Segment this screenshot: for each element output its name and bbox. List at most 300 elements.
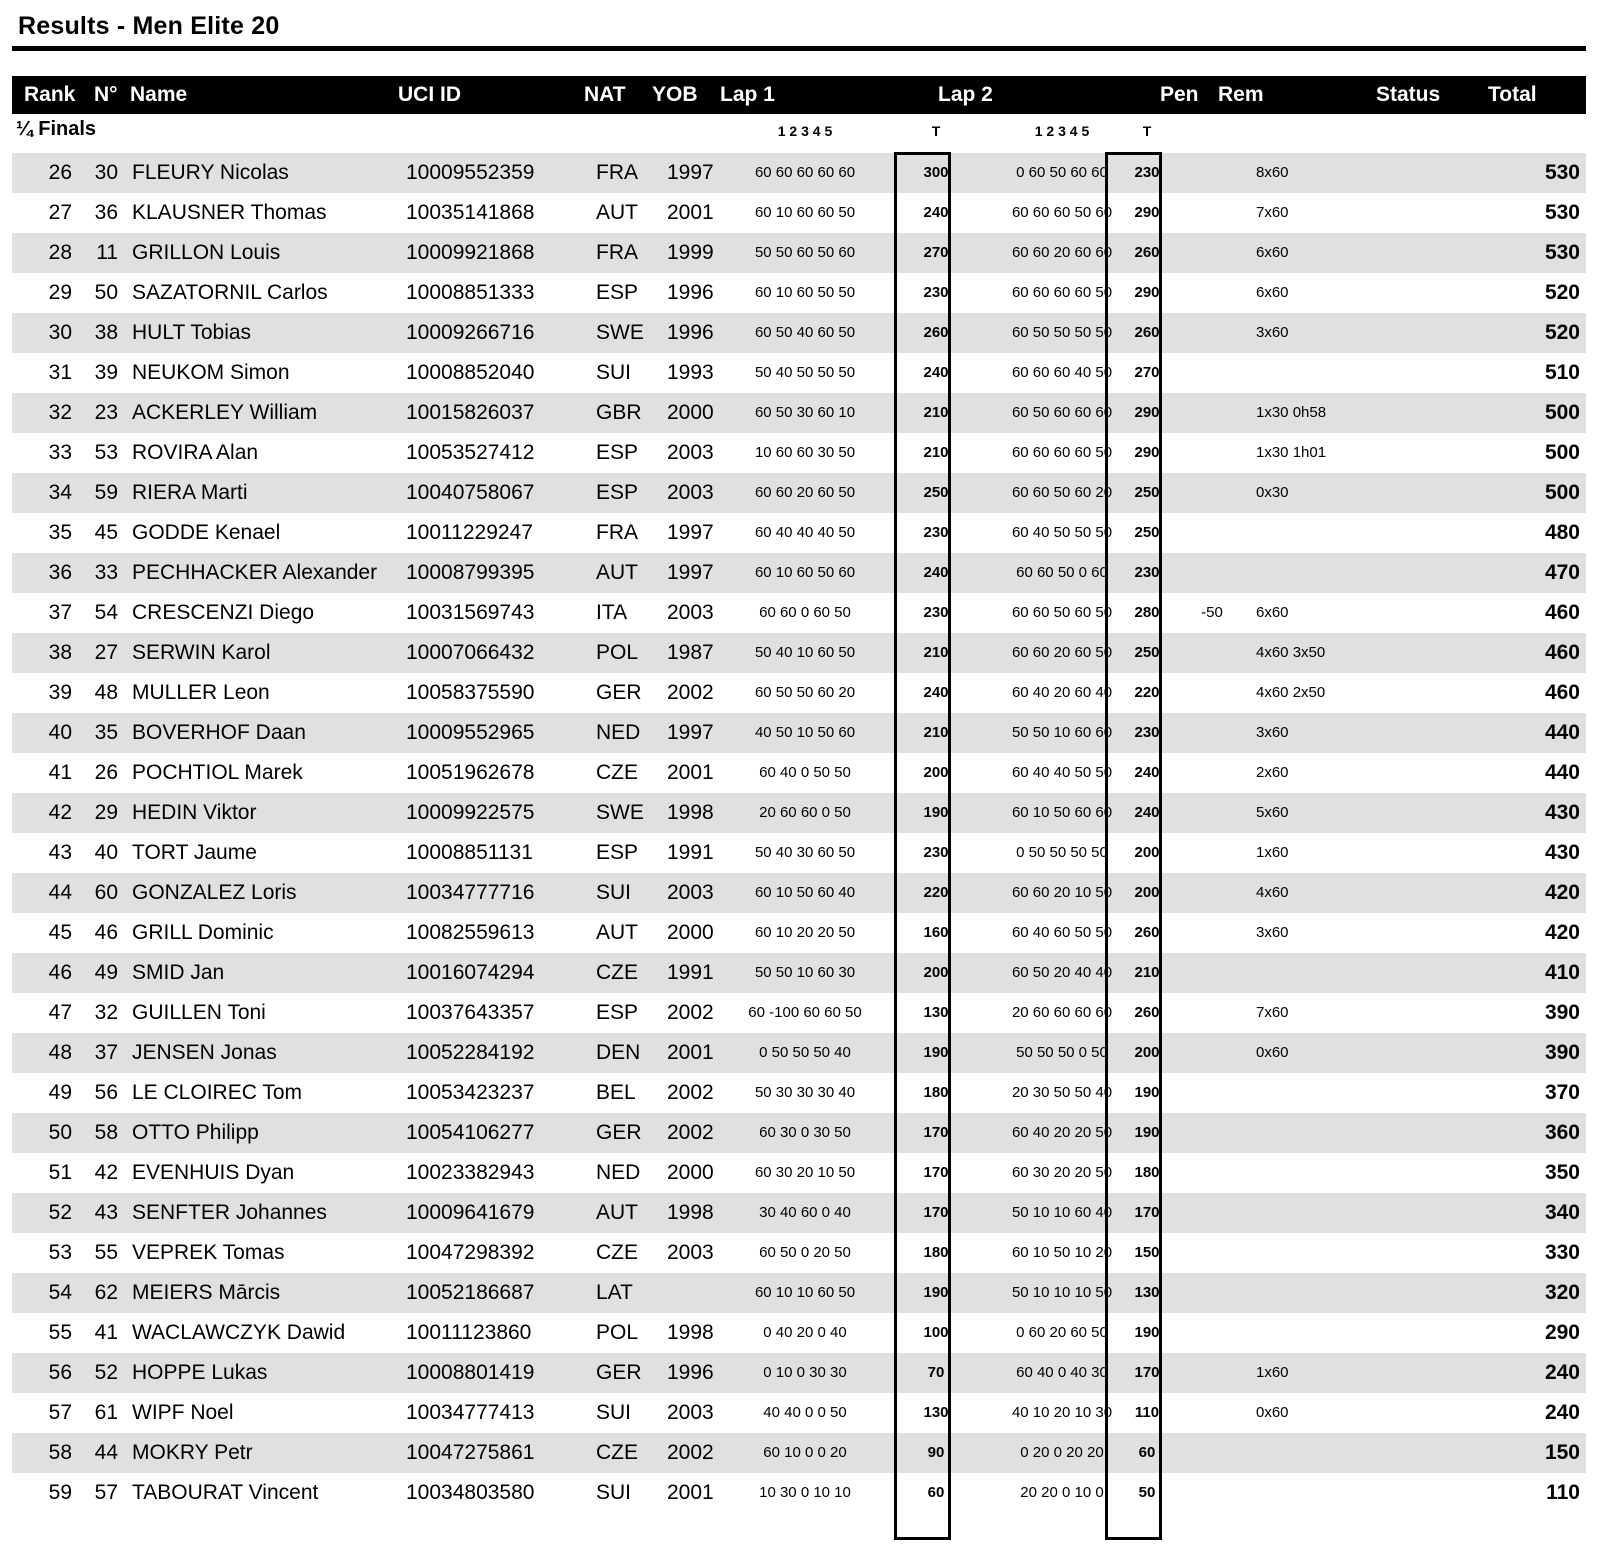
yob-cell: 1996 xyxy=(667,281,714,304)
rank-cell: 35 xyxy=(48,521,72,544)
uci-id-cell: 10034777413 xyxy=(406,1401,535,1424)
table-row xyxy=(12,793,1586,833)
lap1-total-cell: 210 xyxy=(923,404,949,421)
lap2-scores-cell: 20 60 60 60 60 xyxy=(1011,1004,1113,1021)
total-cell: 460 xyxy=(1544,681,1580,704)
rank-cell: 42 xyxy=(48,801,72,824)
yob-cell: 2001 xyxy=(667,1041,714,1064)
t2-subheader: T xyxy=(1142,123,1152,139)
lap1-total-cell: 240 xyxy=(923,684,949,701)
rank-cell: 44 xyxy=(48,881,72,904)
total-cell: 530 xyxy=(1544,161,1580,184)
remark-cell: 6x60 xyxy=(1256,244,1289,261)
yob-cell: 1998 xyxy=(667,1201,714,1224)
lap2-total-cell: 290 xyxy=(1134,284,1160,301)
nat-cell: SUI xyxy=(596,881,632,904)
total-cell: 460 xyxy=(1544,641,1580,664)
number-cell: 53 xyxy=(94,441,118,464)
yob-cell: 2003 xyxy=(667,881,714,904)
yob-cell: 1997 xyxy=(667,161,714,184)
lap1-scores-cell: 10 60 60 30 50 xyxy=(754,444,856,461)
header-name: Name xyxy=(130,83,188,106)
rank-cell: 48 xyxy=(48,1041,72,1064)
table-row xyxy=(12,913,1586,953)
total-cell: 370 xyxy=(1544,1081,1580,1104)
lap1-scores-cell: 50 40 50 50 50 xyxy=(754,364,856,381)
lap2-total-cell: 130 xyxy=(1134,1284,1160,1301)
lap2-scores-cell: 0 60 20 60 50 xyxy=(1016,1324,1108,1341)
rank-cell: 45 xyxy=(48,921,72,944)
yob-cell: 2003 xyxy=(667,441,714,464)
t1-subheader: T xyxy=(931,123,941,139)
total-cell: 530 xyxy=(1544,241,1580,264)
lap2-scores-cell: 60 60 20 60 50 xyxy=(1011,644,1113,661)
nat-cell: POL xyxy=(596,641,639,664)
yob-cell: 1997 xyxy=(667,521,714,544)
total-cell: 240 xyxy=(1544,1361,1580,1384)
lap1-scores-cell: 0 10 0 30 30 xyxy=(763,1364,847,1381)
uci-id-cell: 10051962678 xyxy=(406,761,535,784)
table-row xyxy=(12,513,1586,553)
lap2-total-column-box xyxy=(1105,152,1162,1540)
uci-id-cell: 10008852040 xyxy=(406,361,535,384)
name-cell: MULLER Leon xyxy=(132,681,270,704)
yob-cell: 1998 xyxy=(667,1321,714,1344)
yob-cell: 2002 xyxy=(667,681,714,704)
lap1-scores-cell: 40 40 0 0 50 xyxy=(763,1404,847,1421)
lap2-scores-cell: 60 60 20 60 60 xyxy=(1011,244,1113,261)
lap2-scores-cell: 60 30 20 20 50 xyxy=(1011,1164,1113,1181)
table-row xyxy=(12,713,1586,753)
yob-cell: 2003 xyxy=(667,1401,714,1424)
remark-cell: 0x30 xyxy=(1256,484,1289,501)
name-cell: ACKERLEY William xyxy=(132,401,318,424)
remark-cell: 0x60 xyxy=(1256,1044,1289,1061)
table-row xyxy=(12,1073,1586,1113)
yob-cell: 1999 xyxy=(667,241,714,264)
nat-cell: ESP xyxy=(596,481,639,504)
number-cell: 56 xyxy=(94,1081,118,1104)
number-cell: 40 xyxy=(94,841,118,864)
lap2-total-cell: 230 xyxy=(1134,564,1160,581)
yob-cell: 2003 xyxy=(667,1241,714,1264)
nat-cell: GBR xyxy=(596,401,642,424)
name-cell: GONZALEZ Loris xyxy=(132,881,297,904)
lap2-scores-cell: 60 40 50 50 50 xyxy=(1011,524,1113,541)
lap1-total-cell: 230 xyxy=(923,844,949,861)
uci-id-cell: 10047275861 xyxy=(406,1441,535,1464)
table-row xyxy=(12,953,1586,993)
name-cell: VEPREK Tomas xyxy=(132,1241,285,1264)
uci-id-cell: 10058375590 xyxy=(406,681,535,704)
total-cell: 290 xyxy=(1544,1321,1580,1344)
name-cell: HULT Tobias xyxy=(132,321,252,344)
header-yob: YOB xyxy=(652,83,698,106)
header-number: N° xyxy=(94,83,118,106)
lap1-scores-cell: 0 50 50 50 40 xyxy=(759,1044,851,1061)
table-row xyxy=(12,1033,1586,1073)
lap2-total-cell: 290 xyxy=(1134,444,1160,461)
lap1-total-cell: 240 xyxy=(923,364,949,381)
lap2-scores-cell: 60 40 40 50 50 xyxy=(1011,764,1113,781)
header-lap1: Lap 1 xyxy=(720,83,775,106)
number-cell: 60 xyxy=(94,881,118,904)
rank-cell: 30 xyxy=(48,321,72,344)
name-cell: SENFTER Johannes xyxy=(132,1201,327,1224)
lap2-scores-cell: 60 10 50 10 20 xyxy=(1011,1244,1113,1261)
lap1-scores-cell: 60 -100 60 60 50 xyxy=(748,1004,862,1021)
table-row xyxy=(12,673,1586,713)
uci-id-cell: 10034777716 xyxy=(406,881,535,904)
rank-cell: 52 xyxy=(48,1201,72,1224)
name-cell: MEIERS Mārcis xyxy=(132,1281,281,1304)
number-cell: 43 xyxy=(94,1201,118,1224)
nat-cell: BEL xyxy=(596,1081,636,1104)
lap2-total-cell: 250 xyxy=(1134,644,1160,661)
lap2-total-cell: 250 xyxy=(1134,484,1160,501)
total-cell: 430 xyxy=(1544,841,1580,864)
header-total: Total xyxy=(1488,83,1537,106)
lap2-scores-cell: 60 60 20 10 50 xyxy=(1011,884,1113,901)
yob-cell: 2002 xyxy=(667,1001,714,1024)
lap2-total-cell: 270 xyxy=(1134,364,1160,381)
table-row xyxy=(12,313,1586,353)
yob-cell: 1997 xyxy=(667,721,714,744)
lap2-total-cell: 110 xyxy=(1134,1404,1160,1421)
name-cell: ROVIRA Alan xyxy=(132,441,259,464)
rank-cell: 37 xyxy=(48,601,72,624)
table-row xyxy=(12,433,1586,473)
lap2-total-cell: 200 xyxy=(1134,844,1160,861)
number-cell: 59 xyxy=(94,481,118,504)
yob-cell: 2000 xyxy=(667,401,714,424)
uci-id-cell: 10052284192 xyxy=(406,1041,535,1064)
name-cell: OTTO Philipp xyxy=(132,1121,259,1144)
lap2-scores-cell: 60 10 50 60 60 xyxy=(1011,804,1113,821)
uci-id-cell: 10082559613 xyxy=(406,921,535,944)
lap1-scores-cell: 60 50 50 60 20 xyxy=(754,684,856,701)
lap2-scores-cell: 60 60 60 40 50 xyxy=(1011,364,1113,381)
nat-cell: GER xyxy=(596,1121,642,1144)
lap2-total-cell: 190 xyxy=(1134,1084,1160,1101)
lap1-scores-cell: 60 10 20 20 50 xyxy=(754,924,856,941)
yob-cell: 2000 xyxy=(667,1161,714,1184)
name-cell: NEUKOM Simon xyxy=(132,361,290,384)
number-cell: 58 xyxy=(94,1121,118,1144)
name-cell: TABOURAT Vincent xyxy=(132,1481,319,1504)
nat-cell: NED xyxy=(596,721,641,744)
name-cell: PECHHACKER Alexander xyxy=(132,561,378,584)
lap1-total-cell: 260 xyxy=(923,324,949,341)
lap2-scores-cell: 60 50 20 40 40 xyxy=(1011,964,1113,981)
rank-cell: 31 xyxy=(48,361,72,384)
lap1-total-cell: 180 xyxy=(923,1244,949,1261)
remark-cell: 0x60 xyxy=(1256,1404,1289,1421)
table-row xyxy=(12,1233,1586,1273)
rank-cell: 55 xyxy=(48,1321,72,1344)
remark-cell: 6x60 xyxy=(1256,284,1289,301)
lap2-total-cell: 200 xyxy=(1134,884,1160,901)
lap2-scores-cell: 50 50 10 60 60 xyxy=(1011,724,1113,741)
number-cell: 48 xyxy=(94,681,118,704)
lap2-scores-cell: 60 60 50 60 20 xyxy=(1011,484,1113,501)
lap2-scores-cell: 50 10 10 60 40 xyxy=(1011,1204,1113,1221)
name-cell: JENSEN Jonas xyxy=(132,1041,277,1064)
nat-cell: SWE xyxy=(596,801,644,824)
lap1-total-cell: 240 xyxy=(923,564,949,581)
name-cell: CRESCENZI Diego xyxy=(132,601,315,624)
uci-id-cell: 10047298392 xyxy=(406,1241,535,1264)
remark-cell: 4x60 3x50 xyxy=(1256,644,1326,661)
lap2-total-cell: 190 xyxy=(1134,1124,1160,1141)
name-cell: SERWIN Karol xyxy=(132,641,271,664)
header-nat: NAT xyxy=(584,83,626,106)
name-cell: MOKRY Petr xyxy=(132,1441,253,1464)
name-cell: TORT Jaume xyxy=(132,841,257,864)
number-cell: 32 xyxy=(94,1001,118,1024)
uci-id-cell: 10015826037 xyxy=(406,401,535,424)
uci-id-cell: 10054106277 xyxy=(406,1121,535,1144)
uci-id-cell: 10052186687 xyxy=(406,1281,535,1304)
header-lap2: Lap 2 xyxy=(938,83,993,106)
lap2-scores-cell: 40 10 20 10 30 xyxy=(1011,1404,1113,1421)
total-cell: 470 xyxy=(1544,561,1580,584)
lap1-scores-cell: 60 30 0 30 50 xyxy=(759,1124,851,1141)
uci-id-cell: 10034803580 xyxy=(406,1481,535,1504)
total-cell: 440 xyxy=(1544,721,1580,744)
name-cell: HOPPE Lukas xyxy=(132,1361,268,1384)
lap1-total-cell: 200 xyxy=(923,764,949,781)
rank-cell: 59 xyxy=(48,1481,72,1504)
number-cell: 11 xyxy=(96,241,118,264)
lap1-total-cell: 300 xyxy=(923,164,949,181)
lap2-scores-cell: 60 60 60 60 50 xyxy=(1011,444,1113,461)
nat-cell: AUT xyxy=(596,921,638,944)
total-cell: 500 xyxy=(1544,401,1580,424)
nat-cell: SWE xyxy=(596,321,644,344)
lap1-total-cell: 90 xyxy=(927,1444,945,1461)
yob-cell: 1991 xyxy=(667,841,714,864)
lap2-total-cell: 250 xyxy=(1134,524,1160,541)
remark-cell: 3x60 xyxy=(1256,724,1289,741)
lap1-total-column-box xyxy=(894,152,951,1540)
lap2-scores-cell: 60 40 20 60 40 xyxy=(1011,684,1113,701)
rank-cell: 26 xyxy=(48,161,72,184)
table-header xyxy=(12,76,1586,114)
lap2-total-cell: 200 xyxy=(1134,1044,1160,1061)
total-cell: 340 xyxy=(1544,1201,1580,1224)
nat-cell: AUT xyxy=(596,201,638,224)
rank-cell: 33 xyxy=(48,441,72,464)
nat-cell: CZE xyxy=(596,1241,638,1264)
header-rank: Rank xyxy=(24,83,76,106)
lap1-total-cell: 230 xyxy=(923,604,949,621)
uci-id-cell: 10007066432 xyxy=(406,641,535,664)
page-title: Results - Men Elite 20 xyxy=(18,12,280,40)
table-row xyxy=(12,1193,1586,1233)
lap2-total-cell: 170 xyxy=(1134,1364,1160,1381)
remark-cell: 1x60 xyxy=(1256,844,1289,861)
lap2-scores-cell: 60 40 0 40 30 xyxy=(1016,1364,1108,1381)
rank-cell: 34 xyxy=(48,481,72,504)
lap2-total-cell: 240 xyxy=(1134,764,1160,781)
remark-cell: 1x30 1h01 xyxy=(1256,444,1327,461)
table-row xyxy=(12,993,1586,1033)
uci-id-cell: 10037643357 xyxy=(406,1001,535,1024)
rank-cell: 41 xyxy=(48,761,72,784)
lap2-total-cell: 50 xyxy=(1138,1484,1156,1501)
number-cell: 50 xyxy=(94,281,118,304)
lap1-scores-cell: 50 40 30 60 50 xyxy=(754,844,856,861)
total-cell: 420 xyxy=(1544,881,1580,904)
name-cell: BOVERHOF Daan xyxy=(132,721,306,744)
rank-cell: 39 xyxy=(48,681,72,704)
rank-cell: 58 xyxy=(48,1441,72,1464)
lap2-scores-cell: 60 60 50 60 50 xyxy=(1011,604,1113,621)
lap2-scores-cell: 60 50 50 50 50 xyxy=(1011,324,1113,341)
rank-cell: 46 xyxy=(48,961,72,984)
name-cell: GUILLEN Toni xyxy=(132,1001,266,1024)
total-cell: 520 xyxy=(1544,321,1580,344)
remark-cell: 4x60 xyxy=(1256,884,1289,901)
lap2-total-cell: 260 xyxy=(1134,1004,1160,1021)
lap2-scores-cell: 60 60 60 50 60 xyxy=(1011,204,1113,221)
number-cell: 39 xyxy=(94,361,118,384)
total-cell: 360 xyxy=(1544,1121,1580,1144)
yob-cell: 2002 xyxy=(667,1121,714,1144)
nat-cell: ESP xyxy=(596,841,639,864)
lap1-scores-cell: 60 10 0 0 20 xyxy=(763,1444,847,1461)
lap1-scores-cell: 50 50 60 50 60 xyxy=(754,244,856,261)
remark-cell: 7x60 xyxy=(1256,204,1289,221)
uci-id-cell: 10016074294 xyxy=(406,961,535,984)
uci-id-cell: 10053527412 xyxy=(406,441,535,464)
number-cell: 61 xyxy=(94,1401,118,1424)
rank-cell: 32 xyxy=(48,401,72,424)
number-cell: 46 xyxy=(94,921,118,944)
lap2-total-cell: 60 xyxy=(1138,1444,1156,1461)
lap2-scores-cell: 20 30 50 50 40 xyxy=(1011,1084,1113,1101)
table-row xyxy=(12,473,1586,513)
lap1-total-cell: 190 xyxy=(923,1044,949,1061)
rank-cell: 57 xyxy=(48,1401,72,1424)
table-row xyxy=(12,833,1586,873)
rank-cell: 36 xyxy=(48,561,72,584)
table-row xyxy=(12,1393,1586,1433)
yob-cell: 2003 xyxy=(667,481,714,504)
number-cell: 49 xyxy=(94,961,118,984)
rank-cell: 56 xyxy=(48,1361,72,1384)
lap2-total-cell: 170 xyxy=(1134,1204,1160,1221)
number-cell: 27 xyxy=(94,641,118,664)
lap1-scores-cell: 60 40 0 50 50 xyxy=(759,764,851,781)
rank-cell: 38 xyxy=(48,641,72,664)
nat-cell: GER xyxy=(596,681,642,704)
total-cell: 460 xyxy=(1544,601,1580,624)
uci-id-cell: 10008799395 xyxy=(406,561,535,584)
lap1-total-cell: 60 xyxy=(927,1484,945,1501)
lap1-subheader: 1 2 3 4 5 xyxy=(777,123,833,139)
rank-cell: 51 xyxy=(48,1161,72,1184)
lap1-scores-cell: 0 40 20 0 40 xyxy=(763,1324,847,1341)
uci-id-cell: 10040758067 xyxy=(406,481,535,504)
lap1-scores-cell: 60 50 40 60 50 xyxy=(754,324,856,341)
total-cell: 530 xyxy=(1544,201,1580,224)
lap1-scores-cell: 50 50 10 60 30 xyxy=(754,964,856,981)
yob-cell: 1991 xyxy=(667,961,714,984)
name-cell: HEDIN Viktor xyxy=(132,801,257,824)
number-cell: 42 xyxy=(94,1161,118,1184)
name-cell: LE CLOIREC Tom xyxy=(132,1081,302,1104)
lap1-total-cell: 200 xyxy=(923,964,949,981)
rank-cell: 50 xyxy=(48,1121,72,1144)
lap1-scores-cell: 60 40 40 40 50 xyxy=(754,524,856,541)
remark-cell: 2x60 xyxy=(1256,764,1289,781)
nat-cell: FRA xyxy=(596,161,638,184)
total-cell: 110 xyxy=(1546,1481,1580,1504)
uci-id-cell: 10009922575 xyxy=(406,801,535,824)
lap1-scores-cell: 60 10 60 50 60 xyxy=(754,564,856,581)
lap1-total-cell: 170 xyxy=(923,1124,949,1141)
name-cell: GODDE Kenael xyxy=(132,521,281,544)
number-cell: 62 xyxy=(94,1281,118,1304)
rank-cell: 29 xyxy=(48,281,72,304)
table-row xyxy=(12,353,1586,393)
yob-cell: 1996 xyxy=(667,1361,714,1384)
yob-cell: 1993 xyxy=(667,361,714,384)
lap2-total-cell: 220 xyxy=(1134,684,1160,701)
name-cell: FLEURY Nicolas xyxy=(132,161,289,184)
number-cell: 30 xyxy=(94,161,118,184)
nat-cell: FRA xyxy=(596,521,638,544)
rank-cell: 43 xyxy=(48,841,72,864)
nat-cell: ESP xyxy=(596,441,639,464)
uci-id-cell: 10009552965 xyxy=(406,721,535,744)
lap2-scores-cell: 0 50 50 50 50 xyxy=(1016,844,1108,861)
name-cell: SAZATORNIL Carlos xyxy=(132,281,328,304)
lap1-scores-cell: 60 10 10 60 50 xyxy=(754,1284,856,1301)
number-cell: 38 xyxy=(94,321,118,344)
table-row xyxy=(12,1273,1586,1313)
name-cell: EVENHUIS Dyan xyxy=(132,1161,295,1184)
table-row xyxy=(12,1353,1586,1393)
number-cell: 54 xyxy=(94,601,118,624)
yob-cell: 1997 xyxy=(667,561,714,584)
total-cell: 240 xyxy=(1544,1401,1580,1424)
total-cell: 410 xyxy=(1544,961,1580,984)
rank-cell: 49 xyxy=(48,1081,72,1104)
lap1-scores-cell: 10 30 0 10 10 xyxy=(759,1484,851,1501)
lap2-scores-cell: 60 40 60 50 50 xyxy=(1011,924,1113,941)
remark-cell: 6x60 xyxy=(1256,604,1289,621)
uci-id-cell: 10008851333 xyxy=(406,281,535,304)
total-cell: 500 xyxy=(1544,441,1580,464)
total-cell: 350 xyxy=(1544,1161,1580,1184)
name-cell: RIERA Marti xyxy=(132,481,248,504)
header-status: Status xyxy=(1376,83,1441,106)
lap1-total-cell: 170 xyxy=(923,1164,949,1181)
header-uci-id: UCI ID xyxy=(398,83,461,106)
lap1-total-cell: 190 xyxy=(923,1284,949,1301)
lap2-total-cell: 260 xyxy=(1134,244,1160,261)
lap1-total-cell: 270 xyxy=(923,244,949,261)
lap2-total-cell: 260 xyxy=(1134,924,1160,941)
lap2-total-cell: 280 xyxy=(1134,604,1160,621)
name-cell: GRILL Dominic xyxy=(132,921,274,944)
table-row xyxy=(12,233,1586,273)
lap1-total-cell: 240 xyxy=(923,204,949,221)
name-cell: KLAUSNER Thomas xyxy=(132,201,327,224)
